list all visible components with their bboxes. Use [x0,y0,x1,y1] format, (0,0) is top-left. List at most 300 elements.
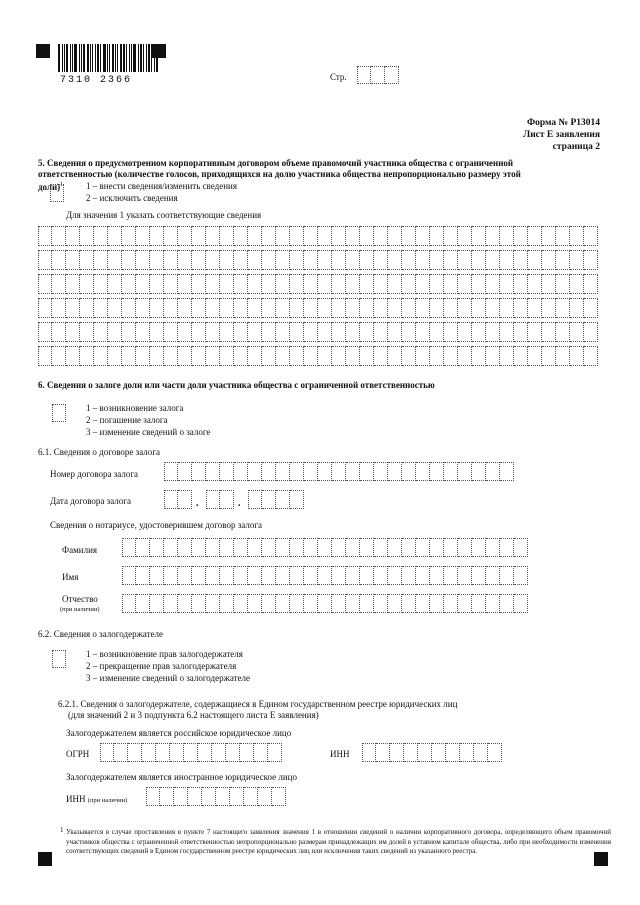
input-cell[interactable] [584,226,598,246]
input-cell[interactable] [276,490,290,509]
input-cell[interactable] [150,346,164,366]
input-cell[interactable] [290,462,304,481]
surname-field[interactable] [122,538,528,557]
input-cell[interactable] [486,274,500,294]
input-cell[interactable] [206,322,220,342]
input-cell[interactable] [374,566,388,585]
input-cell[interactable] [206,346,220,366]
input-cell[interactable] [514,274,528,294]
input-cell[interactable] [178,226,192,246]
input-cell[interactable] [318,322,332,342]
input-cell[interactable] [52,250,66,270]
input-cell[interactable] [332,250,346,270]
input-cell[interactable] [262,322,276,342]
input-cell[interactable] [346,322,360,342]
input-cell[interactable] [528,274,542,294]
input-cell[interactable] [136,346,150,366]
input-cell[interactable] [290,346,304,366]
input-cell[interactable] [178,462,192,481]
input-cell[interactable] [486,462,500,481]
input-cell[interactable] [416,462,430,481]
input-cell[interactable] [52,322,66,342]
input-cell[interactable] [304,250,318,270]
section6-choice-box[interactable] [52,404,66,422]
page-number-field[interactable] [357,66,399,84]
input-cell[interactable] [220,274,234,294]
input-cell[interactable] [276,346,290,366]
input-cell[interactable] [136,250,150,270]
input-cell[interactable] [374,250,388,270]
input-cell[interactable] [556,274,570,294]
input-cell[interactable] [290,566,304,585]
input-cell[interactable] [178,346,192,366]
input-cell[interactable] [52,650,66,668]
input-cell[interactable] [444,566,458,585]
section5-grid-row[interactable] [38,274,598,294]
input-cell[interactable] [136,538,150,557]
input-cell[interactable] [556,346,570,366]
input-cell[interactable] [430,462,444,481]
input-cell[interactable] [262,274,276,294]
input-cell[interactable] [122,250,136,270]
input-cell[interactable] [192,538,206,557]
input-cell[interactable] [542,250,556,270]
input-cell[interactable] [332,226,346,246]
input-cell[interactable] [416,566,430,585]
input-cell[interactable] [290,298,304,318]
input-cell[interactable] [500,462,514,481]
input-cell[interactable] [192,322,206,342]
inn-field[interactable] [362,743,502,762]
input-cell[interactable] [262,490,276,509]
input-cell[interactable] [80,346,94,366]
input-cell[interactable] [486,538,500,557]
input-cell[interactable] [472,226,486,246]
input-cell[interactable] [192,594,206,613]
input-cell[interactable] [486,566,500,585]
input-cell[interactable] [80,250,94,270]
input-cell[interactable] [318,298,332,318]
input-cell[interactable] [244,787,258,806]
input-cell[interactable] [472,462,486,481]
input-cell[interactable] [514,322,528,342]
input-cell[interactable] [230,787,244,806]
input-cell[interactable] [94,274,108,294]
input-cell[interactable] [416,274,430,294]
input-cell[interactable] [472,566,486,585]
input-cell[interactable] [94,226,108,246]
input-cell[interactable] [385,66,399,84]
section5-grid-row[interactable] [38,226,598,246]
input-cell[interactable] [486,226,500,246]
input-cell[interactable] [402,274,416,294]
input-cell[interactable] [474,743,488,762]
input-cell[interactable] [94,322,108,342]
input-cell[interactable] [346,538,360,557]
input-cell[interactable] [206,462,220,481]
input-cell[interactable] [66,250,80,270]
input-cell[interactable] [472,538,486,557]
input-cell[interactable] [50,184,64,202]
input-cell[interactable] [528,226,542,246]
input-cell[interactable] [570,298,584,318]
input-cell[interactable] [346,346,360,366]
input-cell[interactable] [472,346,486,366]
input-cell[interactable] [136,566,150,585]
input-cell[interactable] [276,462,290,481]
input-cell[interactable] [276,274,290,294]
input-cell[interactable] [220,346,234,366]
input-cell[interactable] [206,298,220,318]
input-cell[interactable] [416,250,430,270]
input-cell[interactable] [444,346,458,366]
input-cell[interactable] [332,346,346,366]
input-cell[interactable] [346,250,360,270]
input-cell[interactable] [122,346,136,366]
input-cell[interactable] [234,274,248,294]
section5-choice-box[interactable] [50,184,64,202]
input-cell[interactable] [556,250,570,270]
input-cell[interactable] [108,226,122,246]
input-cell[interactable] [458,566,472,585]
input-cell[interactable] [66,346,80,366]
input-cell[interactable] [164,226,178,246]
input-cell[interactable] [304,346,318,366]
input-cell[interactable] [220,594,234,613]
input-cell[interactable] [500,594,514,613]
input-cell[interactable] [430,538,444,557]
input-cell[interactable] [500,346,514,366]
input-cell[interactable] [416,298,430,318]
patronymic-field[interactable] [122,594,528,613]
input-cell[interactable] [332,566,346,585]
input-cell[interactable] [38,274,52,294]
input-cell[interactable] [178,490,192,509]
input-cell[interactable] [346,298,360,318]
input-cell[interactable] [332,322,346,342]
input-cell[interactable] [416,226,430,246]
input-cell[interactable] [240,743,254,762]
section5-grid-row[interactable] [38,250,598,270]
input-cell[interactable] [206,490,220,509]
input-cell[interactable] [430,566,444,585]
input-cell[interactable] [290,594,304,613]
input-cell[interactable] [184,743,198,762]
input-cell[interactable] [357,66,371,84]
input-cell[interactable] [444,322,458,342]
input-cell[interactable] [52,346,66,366]
input-cell[interactable] [248,566,262,585]
input-cell[interactable] [430,346,444,366]
input-cell[interactable] [136,226,150,246]
input-cell[interactable] [486,298,500,318]
input-cell[interactable] [248,226,262,246]
input-cell[interactable] [262,346,276,366]
input-cell[interactable] [514,566,528,585]
input-cell[interactable] [192,250,206,270]
input-cell[interactable] [198,743,212,762]
input-cell[interactable] [486,346,500,366]
input-cell[interactable] [388,594,402,613]
section5-grid-row[interactable] [38,346,598,366]
input-cell[interactable] [514,226,528,246]
input-cell[interactable] [150,566,164,585]
input-cell[interactable] [108,346,122,366]
input-cell[interactable] [304,566,318,585]
input-cell[interactable] [234,250,248,270]
input-cell[interactable] [150,250,164,270]
input-cell[interactable] [514,538,528,557]
input-cell[interactable] [346,226,360,246]
input-cell[interactable] [114,743,128,762]
input-cell[interactable] [234,298,248,318]
input-cell[interactable] [514,250,528,270]
contract-date-month[interactable] [206,490,234,509]
input-cell[interactable] [304,538,318,557]
foreign-inn-field[interactable] [146,787,286,806]
input-cell[interactable] [234,538,248,557]
input-cell[interactable] [136,322,150,342]
input-cell[interactable] [570,322,584,342]
input-cell[interactable] [262,566,276,585]
input-cell[interactable] [178,322,192,342]
input-cell[interactable] [388,462,402,481]
input-cell[interactable] [164,322,178,342]
input-cell[interactable] [432,743,446,762]
input-cell[interactable] [122,274,136,294]
input-cell[interactable] [52,298,66,318]
input-cell[interactable] [220,298,234,318]
input-cell[interactable] [94,250,108,270]
input-cell[interactable] [584,298,598,318]
input-cell[interactable] [304,274,318,294]
input-cell[interactable] [458,322,472,342]
input-cell[interactable] [514,298,528,318]
input-cell[interactable] [290,322,304,342]
input-cell[interactable] [584,346,598,366]
ogrn-field[interactable] [100,743,282,762]
input-cell[interactable] [276,226,290,246]
input-cell[interactable] [268,743,282,762]
input-cell[interactable] [430,226,444,246]
input-cell[interactable] [150,322,164,342]
input-cell[interactable] [272,787,286,806]
input-cell[interactable] [248,490,262,509]
input-cell[interactable] [234,322,248,342]
input-cell[interactable] [500,274,514,294]
input-cell[interactable] [346,566,360,585]
input-cell[interactable] [178,298,192,318]
input-cell[interactable] [584,322,598,342]
input-cell[interactable] [500,538,514,557]
input-cell[interactable] [360,226,374,246]
input-cell[interactable] [346,462,360,481]
input-cell[interactable] [402,250,416,270]
input-cell[interactable] [66,274,80,294]
input-cell[interactable] [248,322,262,342]
input-cell[interactable] [446,743,460,762]
input-cell[interactable] [192,274,206,294]
input-cell[interactable] [416,538,430,557]
input-cell[interactable] [444,274,458,294]
input-cell[interactable] [192,462,206,481]
input-cell[interactable] [458,250,472,270]
input-cell[interactable] [164,566,178,585]
input-cell[interactable] [66,322,80,342]
input-cell[interactable] [304,226,318,246]
input-cell[interactable] [388,346,402,366]
input-cell[interactable] [234,462,248,481]
input-cell[interactable] [542,274,556,294]
input-cell[interactable] [234,594,248,613]
input-cell[interactable] [486,250,500,270]
input-cell[interactable] [404,743,418,762]
input-cell[interactable] [472,250,486,270]
contract-date-day[interactable] [164,490,192,509]
input-cell[interactable] [332,274,346,294]
input-cell[interactable] [374,226,388,246]
input-cell[interactable] [402,298,416,318]
input-cell[interactable] [472,594,486,613]
input-cell[interactable] [164,594,178,613]
input-cell[interactable] [444,298,458,318]
input-cell[interactable] [332,538,346,557]
input-cell[interactable] [430,322,444,342]
section62-choice-box[interactable] [52,650,66,668]
input-cell[interactable] [178,538,192,557]
input-cell[interactable] [318,462,332,481]
input-cell[interactable] [178,274,192,294]
input-cell[interactable] [262,226,276,246]
input-cell[interactable] [374,274,388,294]
input-cell[interactable] [360,274,374,294]
input-cell[interactable] [150,274,164,294]
input-cell[interactable] [388,538,402,557]
input-cell[interactable] [318,250,332,270]
input-cell[interactable] [262,462,276,481]
input-cell[interactable] [374,594,388,613]
input-cell[interactable] [514,594,528,613]
input-cell[interactable] [402,226,416,246]
input-cell[interactable] [122,322,136,342]
input-cell[interactable] [80,226,94,246]
input-cell[interactable] [402,322,416,342]
input-cell[interactable] [108,322,122,342]
input-cell[interactable] [542,298,556,318]
input-cell[interactable] [80,298,94,318]
input-cell[interactable] [444,538,458,557]
input-cell[interactable] [458,594,472,613]
input-cell[interactable] [290,274,304,294]
input-cell[interactable] [174,787,188,806]
input-cell[interactable] [122,566,136,585]
input-cell[interactable] [570,274,584,294]
input-cell[interactable] [94,346,108,366]
input-cell[interactable] [108,298,122,318]
input-cell[interactable] [390,743,404,762]
input-cell[interactable] [332,594,346,613]
input-cell[interactable] [360,566,374,585]
input-cell[interactable] [164,538,178,557]
input-cell[interactable] [360,594,374,613]
input-cell[interactable] [206,566,220,585]
input-cell[interactable] [486,594,500,613]
input-cell[interactable] [458,538,472,557]
input-cell[interactable] [402,566,416,585]
input-cell[interactable] [290,226,304,246]
input-cell[interactable] [416,346,430,366]
input-cell[interactable] [164,490,178,509]
input-cell[interactable] [226,743,240,762]
input-cell[interactable] [458,226,472,246]
input-cell[interactable] [488,743,502,762]
input-cell[interactable] [570,226,584,246]
input-cell[interactable] [170,743,184,762]
input-cell[interactable] [220,538,234,557]
input-cell[interactable] [444,594,458,613]
input-cell[interactable] [38,250,52,270]
input-cell[interactable] [142,743,156,762]
input-cell[interactable] [304,298,318,318]
input-cell[interactable] [150,298,164,318]
input-cell[interactable] [220,226,234,246]
input-cell[interactable] [374,346,388,366]
input-cell[interactable] [202,787,216,806]
input-cell[interactable] [262,538,276,557]
input-cell[interactable] [556,298,570,318]
input-cell[interactable] [570,250,584,270]
input-cell[interactable] [458,298,472,318]
input-cell[interactable] [234,346,248,366]
input-cell[interactable] [332,298,346,318]
input-cell[interactable] [290,490,304,509]
input-cell[interactable] [38,226,52,246]
input-cell[interactable] [388,566,402,585]
input-cell[interactable] [206,538,220,557]
input-cell[interactable] [108,274,122,294]
input-cell[interactable] [318,594,332,613]
input-cell[interactable] [318,226,332,246]
input-cell[interactable] [500,226,514,246]
input-cell[interactable] [160,787,174,806]
input-cell[interactable] [164,298,178,318]
input-cell[interactable] [472,322,486,342]
input-cell[interactable] [430,274,444,294]
input-cell[interactable] [212,743,226,762]
input-cell[interactable] [472,274,486,294]
input-cell[interactable] [136,274,150,294]
input-cell[interactable] [290,250,304,270]
input-cell[interactable] [360,462,374,481]
input-cell[interactable] [262,298,276,318]
input-cell[interactable] [192,298,206,318]
input-cell[interactable] [192,226,206,246]
input-cell[interactable] [444,462,458,481]
input-cell[interactable] [276,594,290,613]
input-cell[interactable] [388,298,402,318]
input-cell[interactable] [460,743,474,762]
name-field[interactable] [122,566,528,585]
input-cell[interactable] [570,346,584,366]
input-cell[interactable] [276,566,290,585]
input-cell[interactable] [362,743,376,762]
input-cell[interactable] [178,594,192,613]
input-cell[interactable] [374,322,388,342]
input-cell[interactable] [80,322,94,342]
input-cell[interactable] [486,322,500,342]
input-cell[interactable] [248,298,262,318]
contract-date-year[interactable] [248,490,304,509]
